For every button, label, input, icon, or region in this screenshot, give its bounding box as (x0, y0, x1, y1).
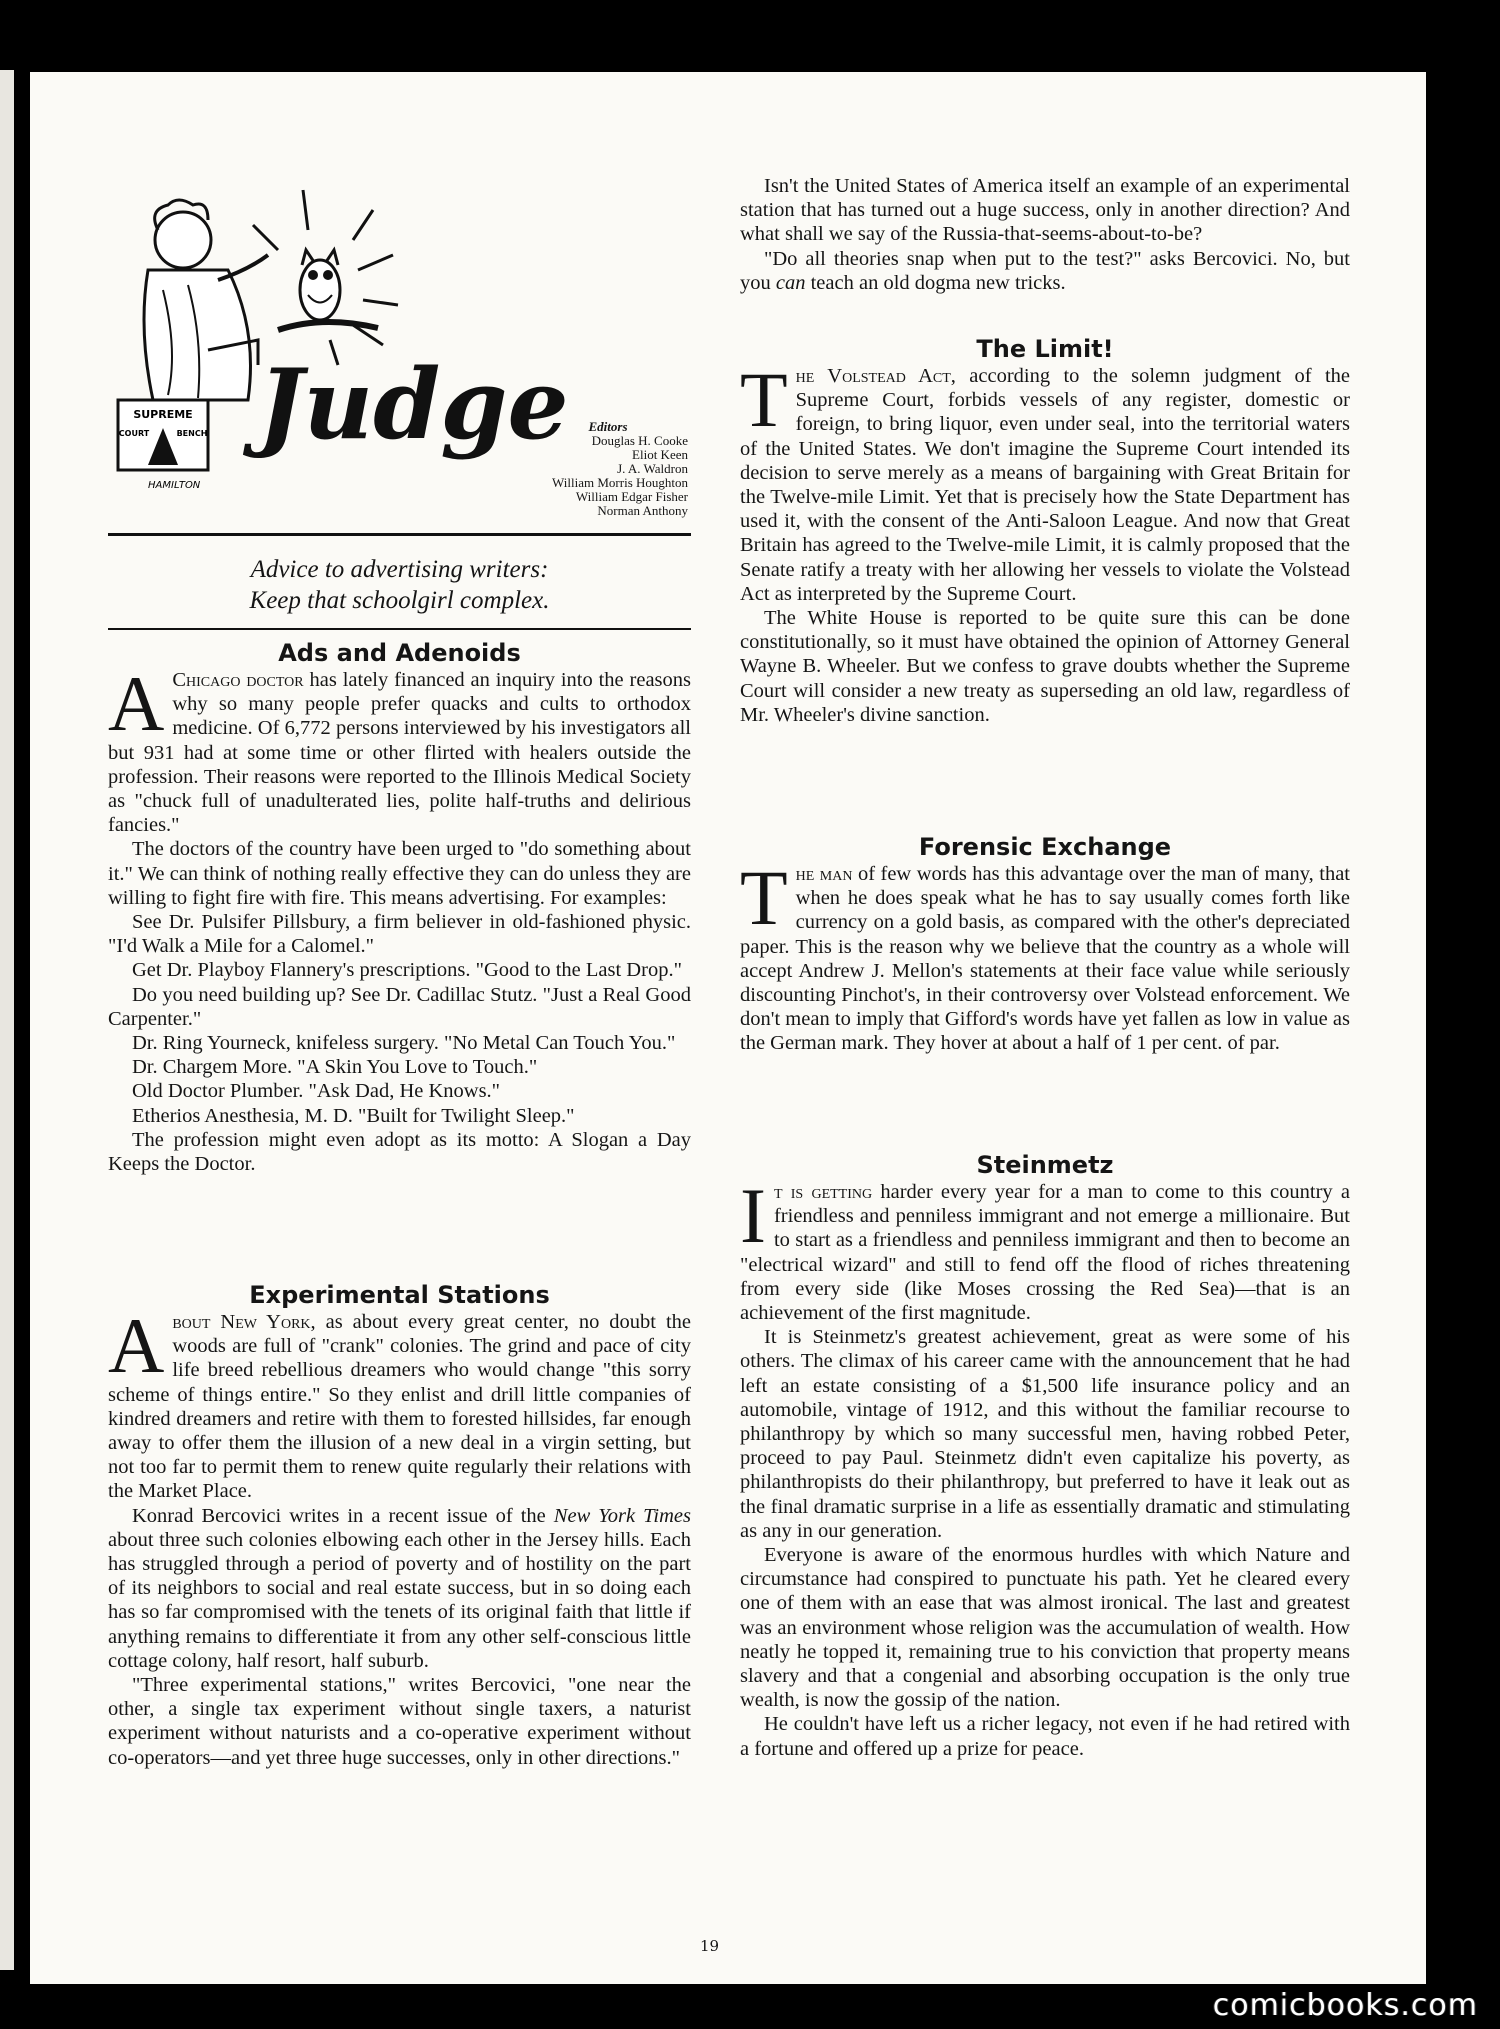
svg-text:BENCH: BENCH (176, 429, 208, 438)
article-forensic-exchange: Forensic Exchange The man of few words has this advantage over the man of many, that when he does speak what he has to say usually comes forth like currency on a gold basis, as compared with the other's depreciated paper. This is the reason why we believe that the country as a whole will accept Andrew J. Mellon's statements at their face value while seriously discounting Pinchot's, in their controversy over Volstead enforcement. We don't mean to imply that Gifford's words have yet fallen as low in value as the German mark. They hover at about a half of 1 per cent. of par. (740, 833, 1350, 1055)
owl-icon (300, 250, 340, 320)
article-the-limit: The Limit! The Volstead Act, according to the solemn judgment of the Supreme Court, forbids vessels of any register, domestic or foreign, to bring liquor, even under seal, into the territorial waters of the United States. We don't imagine the Supreme Court intended its decision to serve merely as a means of bargaining with Great Britain for the Twelve-mile Limit. Yet that is precisely how the State Department has used it, with the consent of the Anti-Saloon League. And now that Great Britain has agreed to the Twelve-mile Limit, it is calmly proposed that the Senate ratify a treaty with her allowing her vessels to violate the Volstead Act as interpreted by the Supreme Court. The White House is reported to be quite sure this can be done constitutionally, so it must have obtained the opinion of Attorney General Wayne B. Wheeler. But we confess to grave doubts whether the Supreme Court will consider a new treaty as superseding an old law, regardless of Mr. Wheeler's divine sanction. (740, 335, 1350, 726)
supreme-court-bench-box (118, 400, 208, 470)
judge-logo: Judge (258, 348, 569, 461)
article-title: Forensic Exchange (918, 833, 1172, 861)
judge-figure-icon (144, 200, 268, 400)
article-experimental-stations-continued: Isn't the United States of America itself an example of an experimental station that has turned out a huge success, only in another direction? And what shall we say of the Russia-that-seems-about-to-be? "Do all theories snap when put to the test?" asks Bercovici. No, but you can teach an old dogma new tricks. (740, 175, 1350, 294)
motto-rule (108, 628, 691, 630)
article-title: Experimental Stations (249, 1281, 550, 1309)
motto: Advice to advertising writers: Keep that schoolgirl complex. (249, 556, 550, 614)
page-number: 19 (700, 1937, 720, 1955)
svg-text:COURT: COURT (118, 429, 150, 438)
masthead (108, 170, 691, 518)
article-title: The Limit! (976, 335, 1114, 363)
svg-text:SUPREME: SUPREME (133, 408, 193, 421)
magazine-page (30, 72, 1426, 1984)
article-ads-and-adenoids: Ads and Adenoids AChicago doctor has lately financed an inquiry into the reasons why so many people prefer quacks and cults to orthodox medicine. Of 6,772 persons interviewed by his investigators all but 931 had at some time or other flirted with healers outside the profession. Their reasons were reported to the Illinois Medical Society as "chuck full of unadulterated lies, polite half-truths and delirious fancies." The doctors of the country have been urged to "do something about it." We can think of nothing really effective they can do unless they are willing to fight fire with fire. This means advertising. For examples: See Dr. Pulsifer Pillsbury, a firm believer in old-fashioned physic. "I'd Walk a Mile for a Calomel." Get Dr. Playboy Flannery's prescriptions. "Good to the Last Drop." Do you need building up? See Dr. Cadillac Stutz. "Just a Real Good Carpenter." Dr. Ring Yourneck, knifeless surgery. "No Metal Can Touch You." Dr. Chargem More. "A Skin You Love to Touch." Old Doctor Plumber. "Ask Dad, He Knows." Etherios Anesthesia, M. D. "Built for Twilight Sleep." The profession might even adopt as its motto: A Slogan a Day Keeps the Doctor. (108, 639, 691, 1176)
watermark: comicbooks.com (1212, 1988, 1478, 2023)
editor-name: J. A. Waldron (617, 461, 688, 476)
editor-name: Eliot Keen (632, 447, 688, 462)
article-title: Steinmetz (976, 1151, 1114, 1179)
editor-name: William Edgar Fisher (575, 489, 688, 504)
article-experimental-stations: Experimental Stations About New York, as about every great center, no doubt the woods are full of "crank" colonies. The grind and pace of city life breed rebellious dreamers who would change "this sorry scheme of things entire." So they enlist and drill little companies of kindred dreamers and retire with them to forested hillsides, far enough away to offer them the illusion of a new deal in a virgin setting, but not too far to permit them to renew quite regularly their relations with the Market Place. Konrad Bercovici writes in a recent issue of the New York Times about three such colonies elbowing each other in the Jersey hills. Each has struggled through a period of poverty and of hostility on the part of its neighbors to social and real estate success, but in so doing each has so far compromised with the tenets of its original faith that little if anything remains to differentiate it from any other self-conscious little cottage colony, half resort, half suburb. "Three experimental stations," writes Bercovici, "one near the other, a single tax experiment without single taxers, a naturist experiment without naturists and a co-operative experiment without co-operators—and yet three huge successes, only in other directions." (108, 1281, 691, 1769)
article-title: Ads and Adenoids (278, 639, 521, 667)
editor-name: Norman Anthony (597, 503, 688, 518)
editor-name: William Morris Houghton (552, 475, 688, 490)
adjacent-page-edge (0, 70, 14, 1970)
editor-name: Douglas H. Cooke (591, 433, 688, 448)
masthead-rule (108, 533, 691, 536)
editors-list: Editors Douglas H. Cooke Eliot Keen J. A. Waldron William Morris Houghton William Edgar Fisher Norman Anthony (498, 420, 688, 518)
svg-text:HAMILTON: HAMILTON (148, 480, 201, 491)
article-steinmetz: Steinmetz It is getting harder every year for a man to come to this country a friendless and penniless immigrant and not emerge a millionaire. But to start as a friendless and penniless immigrant and then to become an "electrical wizard" and still to fend off the flood of riches threatening from every side (like Moses crossing the Red Sea)—that is an achievement of the first magnitude. It is Steinmetz's greatest achievement, great as were some of his others. The climax of his career came with the announcement that he had left an estate consisting of a $1,500 life insurance policy and an automobile, vintage of 1912, and this without the familiar recourse to philanthropy by which so many successful men, having robbed Peter, proceed to pay Paul. Steinmetz didn't even capitalize his poverty, as philanthropists do their philanthropy, but preferred to have it leak out as the final dramatic surprise in a life as essentially dramatic and stimulating as any in our generation. Everyone is aware of the enormous hurdles with which Nature and circumstance had conspired to punctuate his path. Yet he cleared every one of them with an ease that was almost ironical. The last and greatest was an environment whose religion was the accumulation of wealth. How neatly he topped it, remaining true to his conviction that property means slavery and that a congenial and absorbing occupation is the only true wealth, is now the gossip of the nation. He couldn't have left us a richer legacy, not even if he had retired with a fortune and offered up a prize for peace. (740, 1151, 1350, 1760)
